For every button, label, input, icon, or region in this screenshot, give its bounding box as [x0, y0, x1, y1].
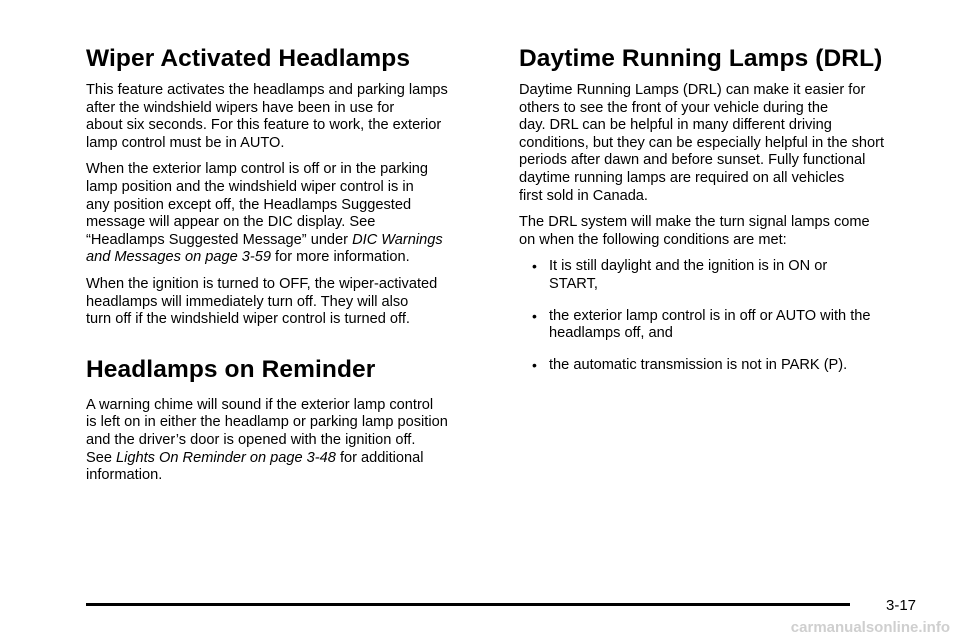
text-line: the exterior lamp control is in off or AUTO with the	[549, 307, 871, 324]
text-segment: See	[86, 449, 117, 466]
text-segment: for more information.	[271, 249, 410, 266]
heading-wiper-activated-headlamps: Wiper Activated Headlamps	[86, 45, 411, 72]
paragraph-wiper-intro	[86, 82, 492, 152]
list-item	[519, 258, 931, 293]
text-line: daytime running lamps are required on all vehicles	[519, 169, 845, 186]
text-line: is left on in either the headlamp or parking lamp position	[86, 414, 448, 431]
page-number: 3-17	[886, 597, 917, 614]
text-line: lamp control must be in AUTO.	[86, 134, 285, 151]
text-line: lamp position and the windshield wiper control is in	[86, 178, 414, 195]
text-line: headlamps off, and	[549, 325, 673, 342]
cross-reference-link[interactable]: DIC Warnings	[352, 231, 443, 248]
text-line: day. DRL can be helpful in many different driving	[519, 117, 832, 134]
text-line: START,	[549, 275, 598, 292]
text-line	[86, 232, 492, 250]
text-line: any position except off, the Headlamps Suggested	[86, 196, 412, 213]
text-line: and the driver’s door is opened with the ignition off.	[86, 431, 416, 448]
text-line: the automatic transmission is not in PARK (P).	[549, 356, 848, 373]
watermark: carmanualsonline.info	[790, 619, 950, 636]
bullet-icon: •	[532, 307, 537, 324]
text-line: first sold in Canada.	[519, 187, 648, 204]
text-line	[86, 450, 492, 468]
text-line: A warning chime will sound if the exterior lamp control	[86, 396, 434, 413]
paragraph-drl-intro	[519, 82, 931, 205]
paragraph-wiper-ignition-off	[86, 276, 492, 329]
cross-reference-link[interactable]: and Messages on page 3-59	[86, 249, 271, 266]
text-line: When the ignition is turned to OFF, the wiper-activated	[86, 275, 438, 292]
text-line: on when the following conditions are met:	[519, 231, 787, 248]
text-line: about six seconds. For this feature to work, the exterior	[86, 117, 442, 134]
text-line: information.	[86, 467, 163, 484]
text-line: after the windshield wipers have been in use for	[86, 99, 395, 116]
text-line: When the exterior lamp control is off or in the parking	[86, 161, 429, 178]
text-line	[86, 249, 492, 267]
bullet-icon: •	[532, 356, 537, 373]
footer-rule	[86, 603, 850, 606]
text-line: headlamps will immediately turn off. They will also	[86, 293, 409, 310]
text-line: Daytime Running Lamps (DRL) can make it easier for	[519, 82, 866, 98]
bullet-icon: •	[532, 258, 537, 275]
text-line: This feature activates the headlamps and parking lamps	[86, 82, 448, 98]
text-line: periods after dawn and before sunset. Fully functional	[519, 152, 866, 169]
heading-headlamps-on-reminder: Headlamps on Reminder	[86, 355, 376, 383]
text-line: turn off if the windshield wiper control is turned off.	[86, 311, 410, 328]
list-item	[519, 308, 931, 343]
drl-conditions-list	[519, 258, 931, 374]
text-line: others to see the front of your vehicle during the	[519, 99, 829, 116]
list-item	[519, 357, 931, 375]
text-line: The DRL system will make the turn signal lamps come	[519, 214, 870, 231]
left-column	[86, 44, 492, 494]
cross-reference-link[interactable]: Lights On Reminder on page 3-48	[116, 449, 336, 466]
text-segment: for additional	[335, 449, 424, 466]
right-column	[519, 44, 931, 388]
paragraph-reminder-chime	[86, 397, 492, 485]
text-segment: “Headlamps Suggested Message” under	[86, 231, 353, 248]
paragraph-wiper-dic-message	[86, 161, 492, 267]
text-line: message will appear on the DIC display. See	[86, 214, 376, 231]
text-line: conditions, but they can be especially helpful in the short	[519, 134, 885, 151]
paragraph-drl-conditions	[519, 214, 931, 249]
heading-daytime-running-lamps: Daytime Running Lamps (DRL)	[519, 45, 883, 72]
text-line: It is still daylight and the ignition is in ON or	[549, 258, 828, 275]
